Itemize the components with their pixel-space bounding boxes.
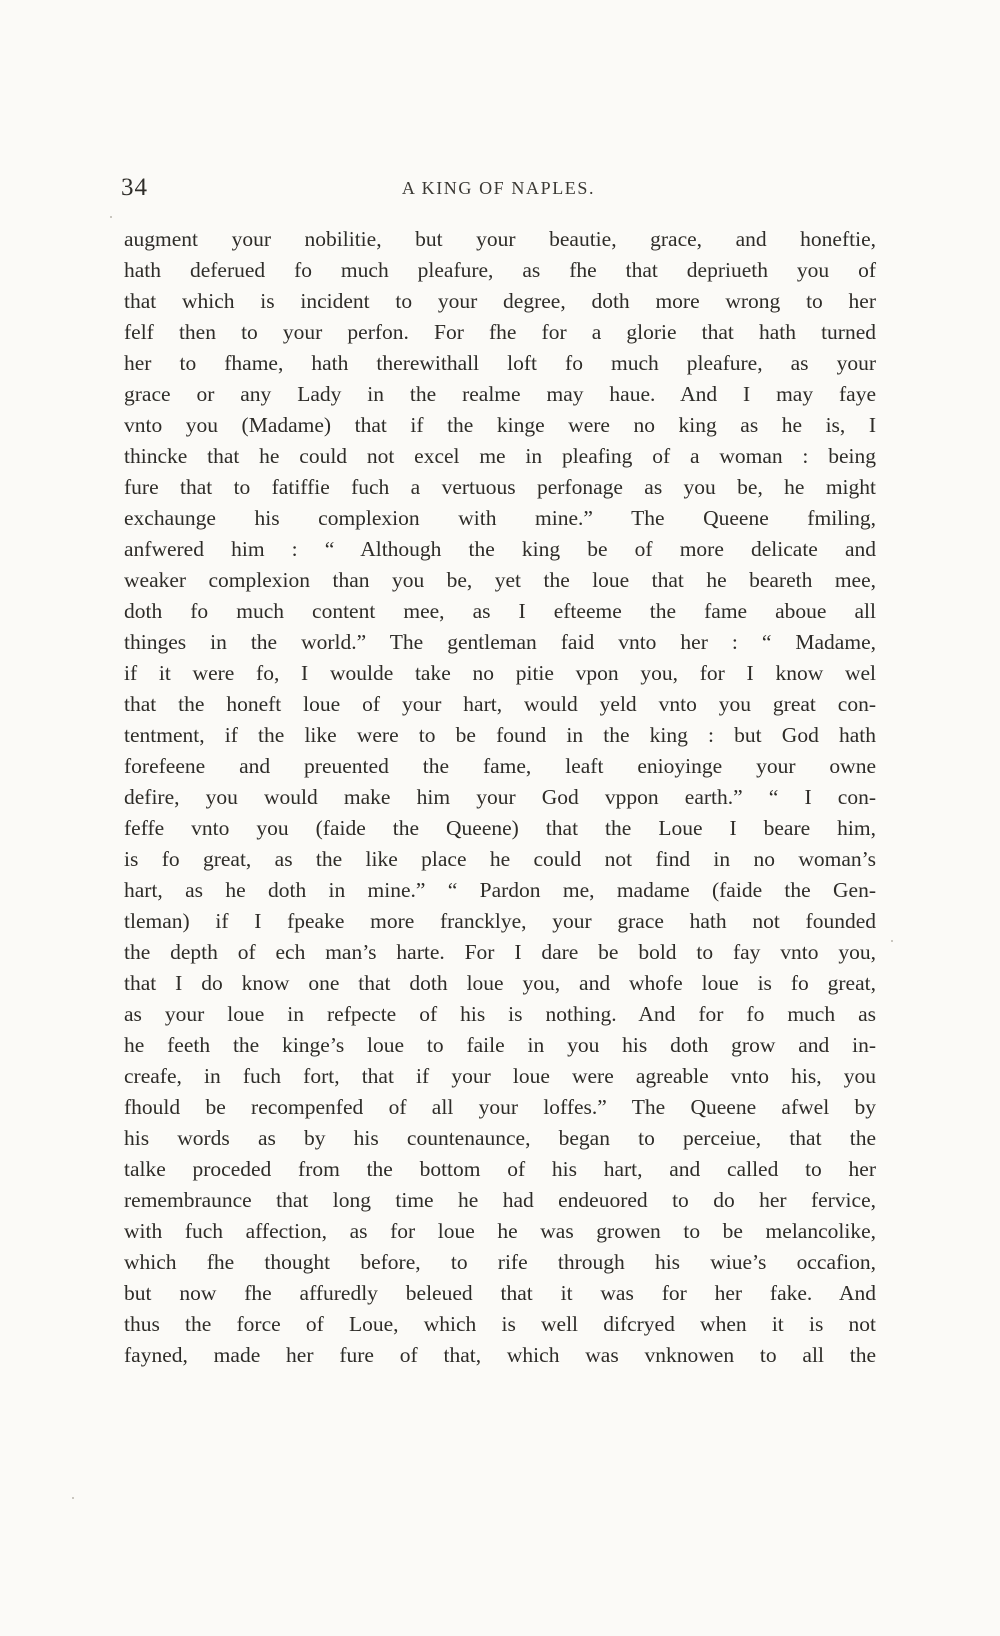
text-line: is fo great, as the like place he could not find in no woman’s bbox=[124, 847, 876, 871]
text-line: feffe vnto you (faide the Queene) that the Loue I beare him, bbox=[124, 816, 876, 840]
ink-speck bbox=[891, 940, 893, 942]
text-line: the depth of ech man’s harte. For I dare be bold to fay vnto you, bbox=[124, 940, 876, 964]
text-line: with fuch affection, as for loue he was growen to be melancolike, bbox=[124, 1219, 876, 1243]
text-line: grace or any Lady in the realme may haue. And I may faye bbox=[124, 382, 876, 406]
text-line: tentment, if the like were to be found in the king : but God hath bbox=[124, 723, 876, 747]
text-line: vnto you (Madame) that if the kinge were no king as he is, I bbox=[124, 413, 876, 437]
page-header bbox=[121, 174, 876, 204]
text-line: his words as by his countenaunce, began to perceiue, that the bbox=[124, 1126, 876, 1150]
text-line: thinges in the world.” The gentleman faid vnto her : “ Madame, bbox=[124, 630, 876, 654]
text-line: fhould be recompenfed of all your loffes.” The Queene afwel by bbox=[124, 1095, 876, 1119]
text-line: fayned, made her fure of that, which was vnknowen to all the bbox=[124, 1343, 876, 1367]
text-line: her to fhame, hath therewithall loft fo much pleafure, as your bbox=[124, 351, 876, 375]
text-line: defire, you would make him your God vppon earth.” “ I con- bbox=[124, 785, 876, 809]
text-line: hart, as he doth in mine.” “ Pardon me, madame (faide the Gen- bbox=[124, 878, 876, 902]
text-line: he feeth the kinge’s loue to faile in you his doth grow and in- bbox=[124, 1033, 876, 1057]
page-number: 34 bbox=[121, 174, 148, 201]
text-line: but now fhe affuredly beleued that it was for her fake. And bbox=[124, 1281, 876, 1305]
text-line: as your loue in refpecte of his is nothing. And for fo much as bbox=[124, 1002, 876, 1026]
text-line: doth fo much content mee, as I efteeme the fame aboue all bbox=[124, 599, 876, 623]
text-line: remembraunce that long time he had endeuored to do her fervice, bbox=[124, 1188, 876, 1212]
body-text bbox=[124, 224, 876, 1371]
text-line: that the honeft loue of your hart, would yeld vnto you great con- bbox=[124, 692, 876, 716]
running-title: A KING OF NAPLES. bbox=[401, 178, 596, 198]
text-line: thincke that he could not excel me in pleafing of a woman : being bbox=[124, 444, 876, 468]
text-line: anfwered him : “ Although the king be of more delicate and bbox=[124, 537, 876, 561]
ink-speck bbox=[110, 216, 112, 218]
text-line: augment your nobilitie, but your beautie, grace, and honeftie, bbox=[124, 227, 876, 251]
ink-speck bbox=[72, 1497, 74, 1499]
text-line: that I do know one that doth loue you, and whofe loue is fo great, bbox=[124, 971, 876, 995]
text-line: hath deferued fo much pleafure, as fhe that depriueth you of bbox=[124, 258, 876, 282]
text-line: exchaunge his complexion with mine.” The Queene fmiling, bbox=[124, 506, 876, 530]
text-line: if it were fo, I woulde take no pitie vpon you, for I know wel bbox=[124, 661, 876, 685]
text-line: which fhe thought before, to rife through his wiue’s occafion, bbox=[124, 1250, 876, 1274]
text-line: fure that to fatiffie fuch a vertuous perfonage as you be, he might bbox=[124, 475, 876, 499]
text-line: talke proceded from the bottom of his hart, and called to her bbox=[124, 1157, 876, 1181]
text-line: thus the force of Loue, which is well difcryed when it is not bbox=[124, 1312, 876, 1336]
text-line: tleman) if I fpeake more francklye, your grace hath not founded bbox=[124, 909, 876, 933]
text-line: that which is incident to your degree, doth more wrong to her bbox=[124, 289, 876, 313]
text-line: creafe, in fuch fort, that if your loue were agreable vnto his, you bbox=[124, 1064, 876, 1088]
text-line: felf then to your perfon. For fhe for a glorie that hath turned bbox=[124, 320, 876, 344]
text-line: forefeene and preuented the fame, leaft enioyinge your owne bbox=[124, 754, 876, 778]
text-line: weaker complexion than you be, yet the loue that he beareth mee, bbox=[124, 568, 876, 592]
